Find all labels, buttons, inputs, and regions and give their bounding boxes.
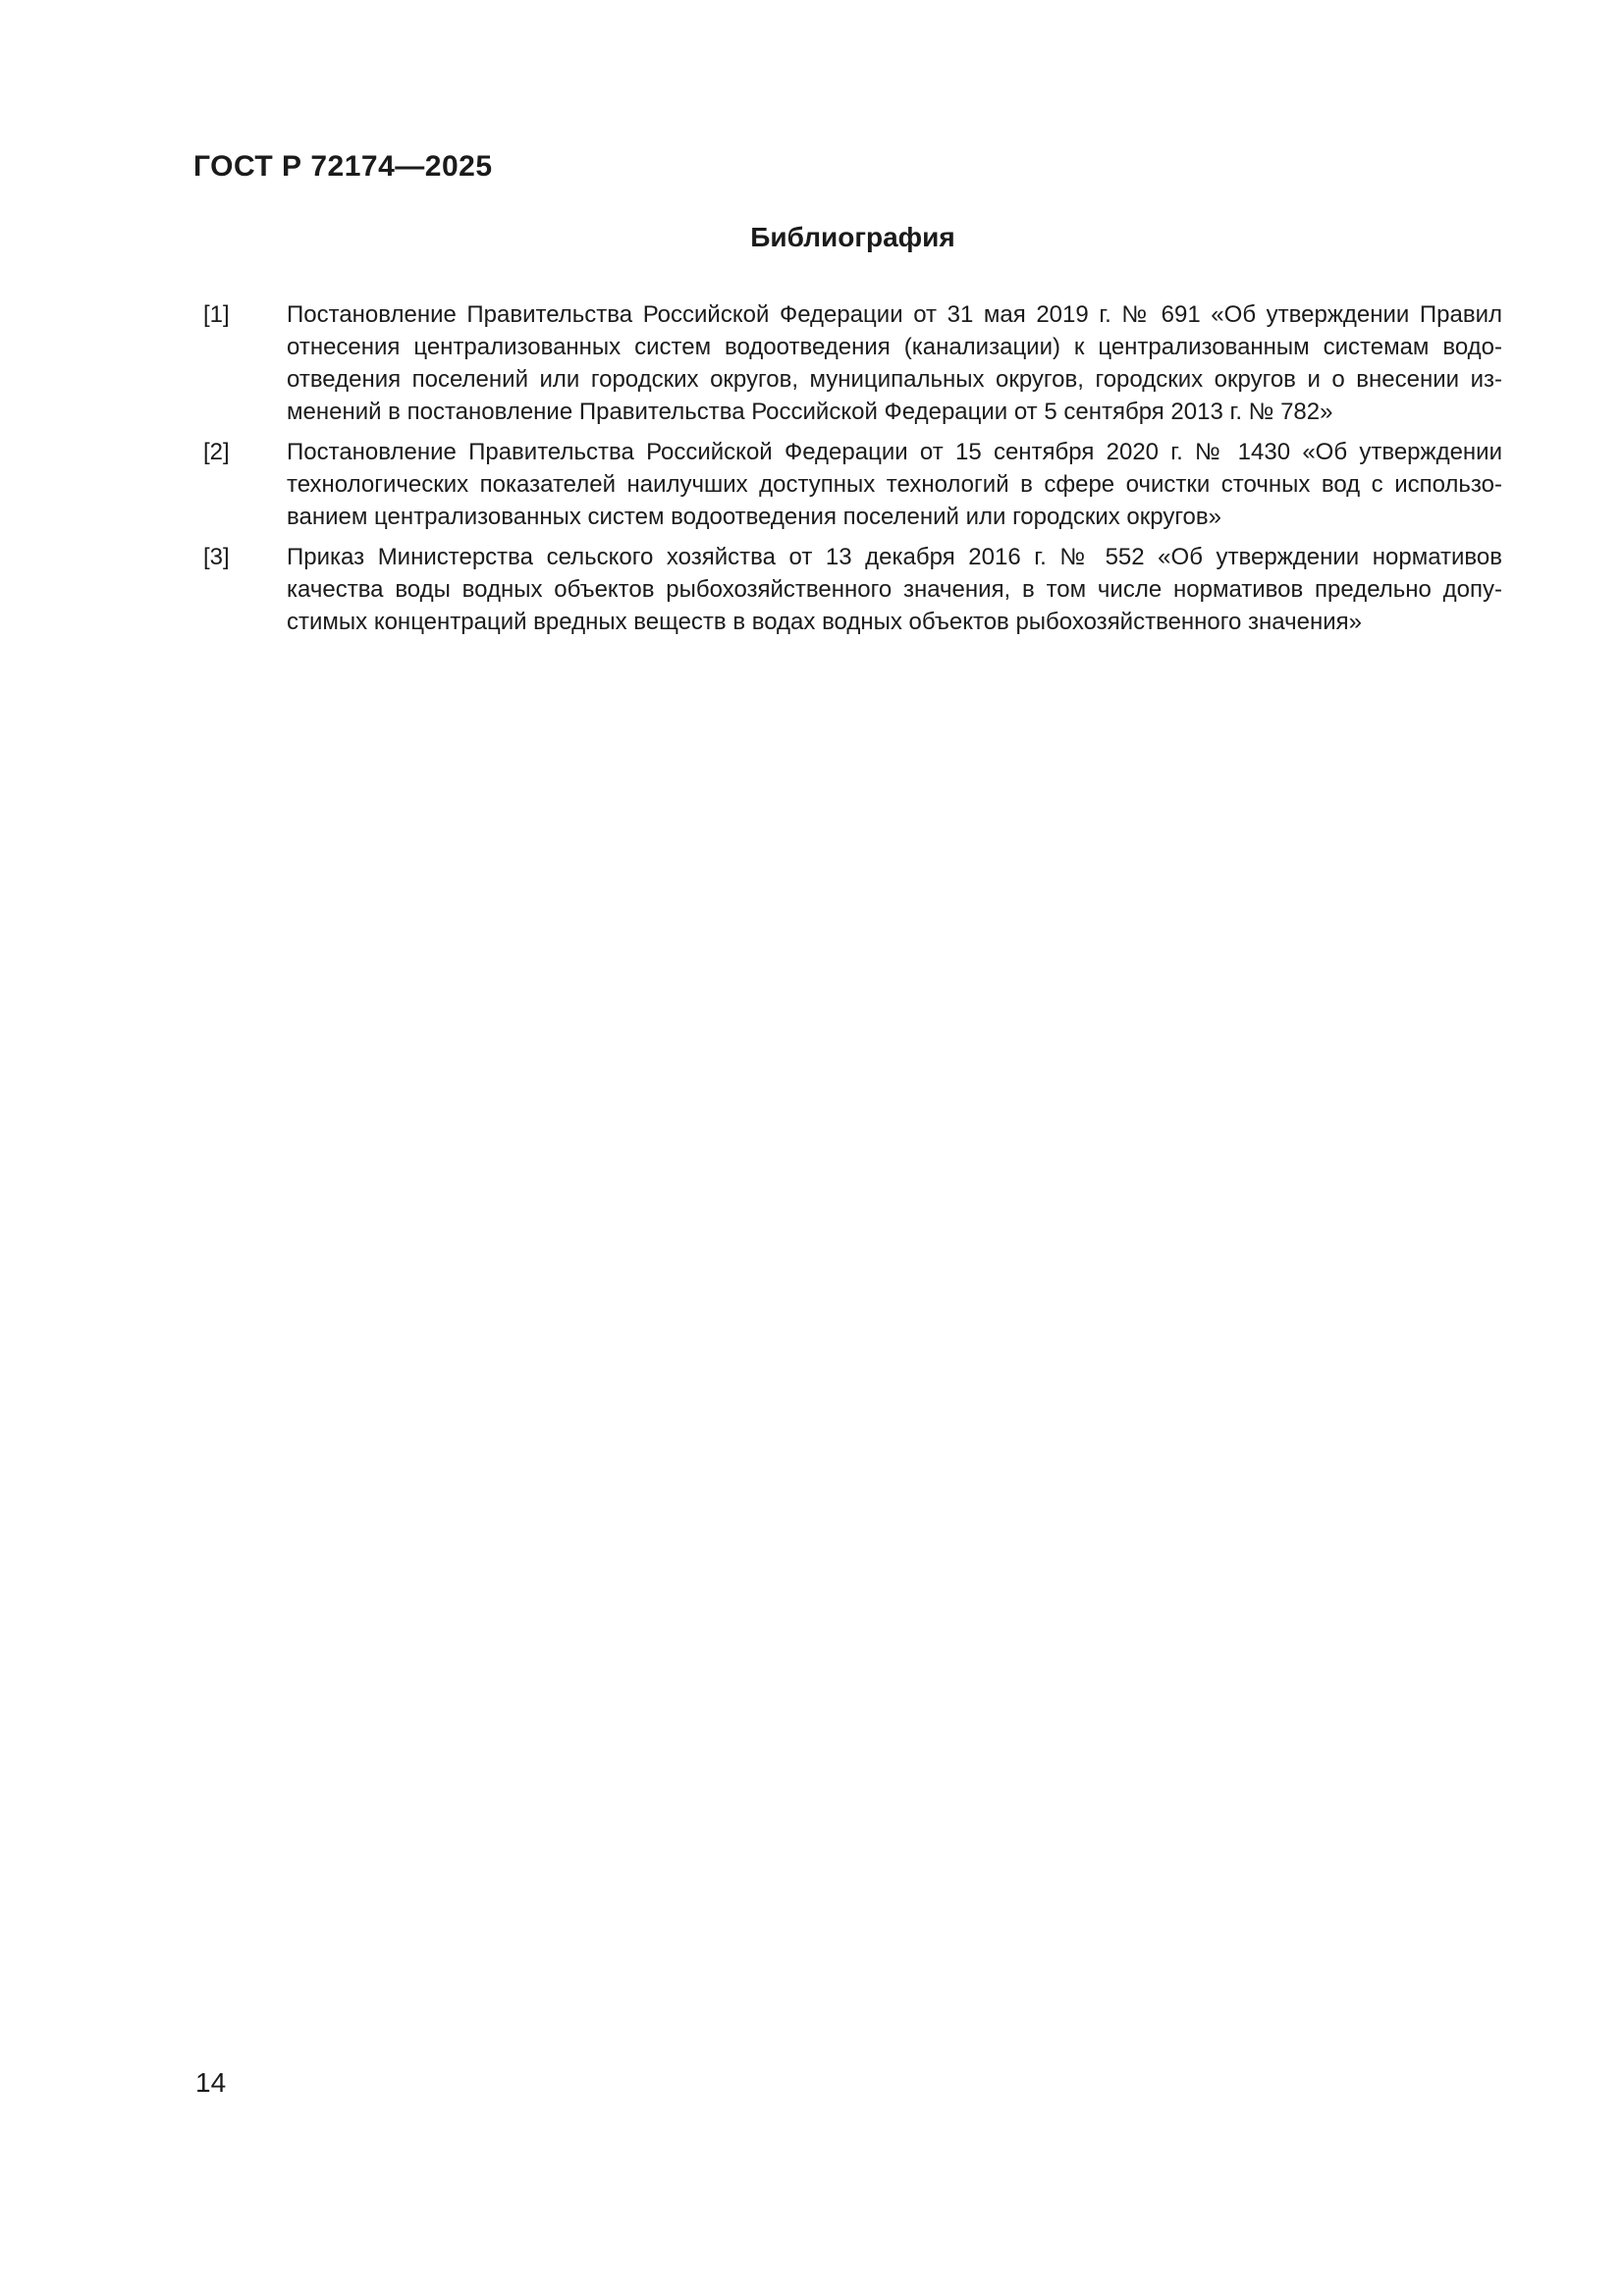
entry-line: ванием централизованных систем водоотведения поселений или городских округов» [287,504,1221,530]
document-code: ГОСТ Р 72174—2025 [193,150,493,183]
entry-text [287,298,1502,428]
page-number: 14 [195,2067,227,2098]
bibliography-list [203,298,1502,646]
bibliography-entry-1 [203,298,1502,428]
entry-line: менений в постановление Правительства Российской Федерации от 5 сентября 2013 г. № 782» [287,399,1333,425]
entry-line: качества воды водных объектов рыбохозяйственного значения, в том числе нормативов предельно допу- [287,576,1502,603]
entry-number: [1] [203,301,230,328]
entry-line: стимых концентраций вредных веществ в водах водных объектов рыбохозяйственного значения» [287,609,1362,635]
entry-line: Постановление Правительства Российской Федерации от 31 мая 2019 г. № 691 «Об утверждении Правил [287,301,1502,328]
entry-text [287,541,1502,638]
entry-text [287,436,1502,533]
entry-line: Приказ Министерства сельского хозяйства от 13 декабря 2016 г. № 552 «Об утверждении нормативов [287,544,1502,570]
entry-line: технологических показателей наилучших доступных технологий в сфере очистки сточных вод с использо- [287,471,1502,498]
entry-line: отнесения централизованных систем водоотведения (канализации) к централизованным системам водо- [287,334,1502,360]
section-title: Библиография [750,222,955,252]
entry-line: отведения поселений или городских округов, муниципальных округов, городских округов и о внесении из- [287,366,1502,393]
entry-line: Постановление Правительства Российской Федерации от 15 сентября 2020 г. № 1430 «Об утверждении [287,439,1502,465]
bibliography-entry-3 [203,541,1502,638]
bibliography-entry-2 [203,436,1502,533]
entry-number: [3] [203,544,230,570]
entry-number: [2] [203,439,230,465]
